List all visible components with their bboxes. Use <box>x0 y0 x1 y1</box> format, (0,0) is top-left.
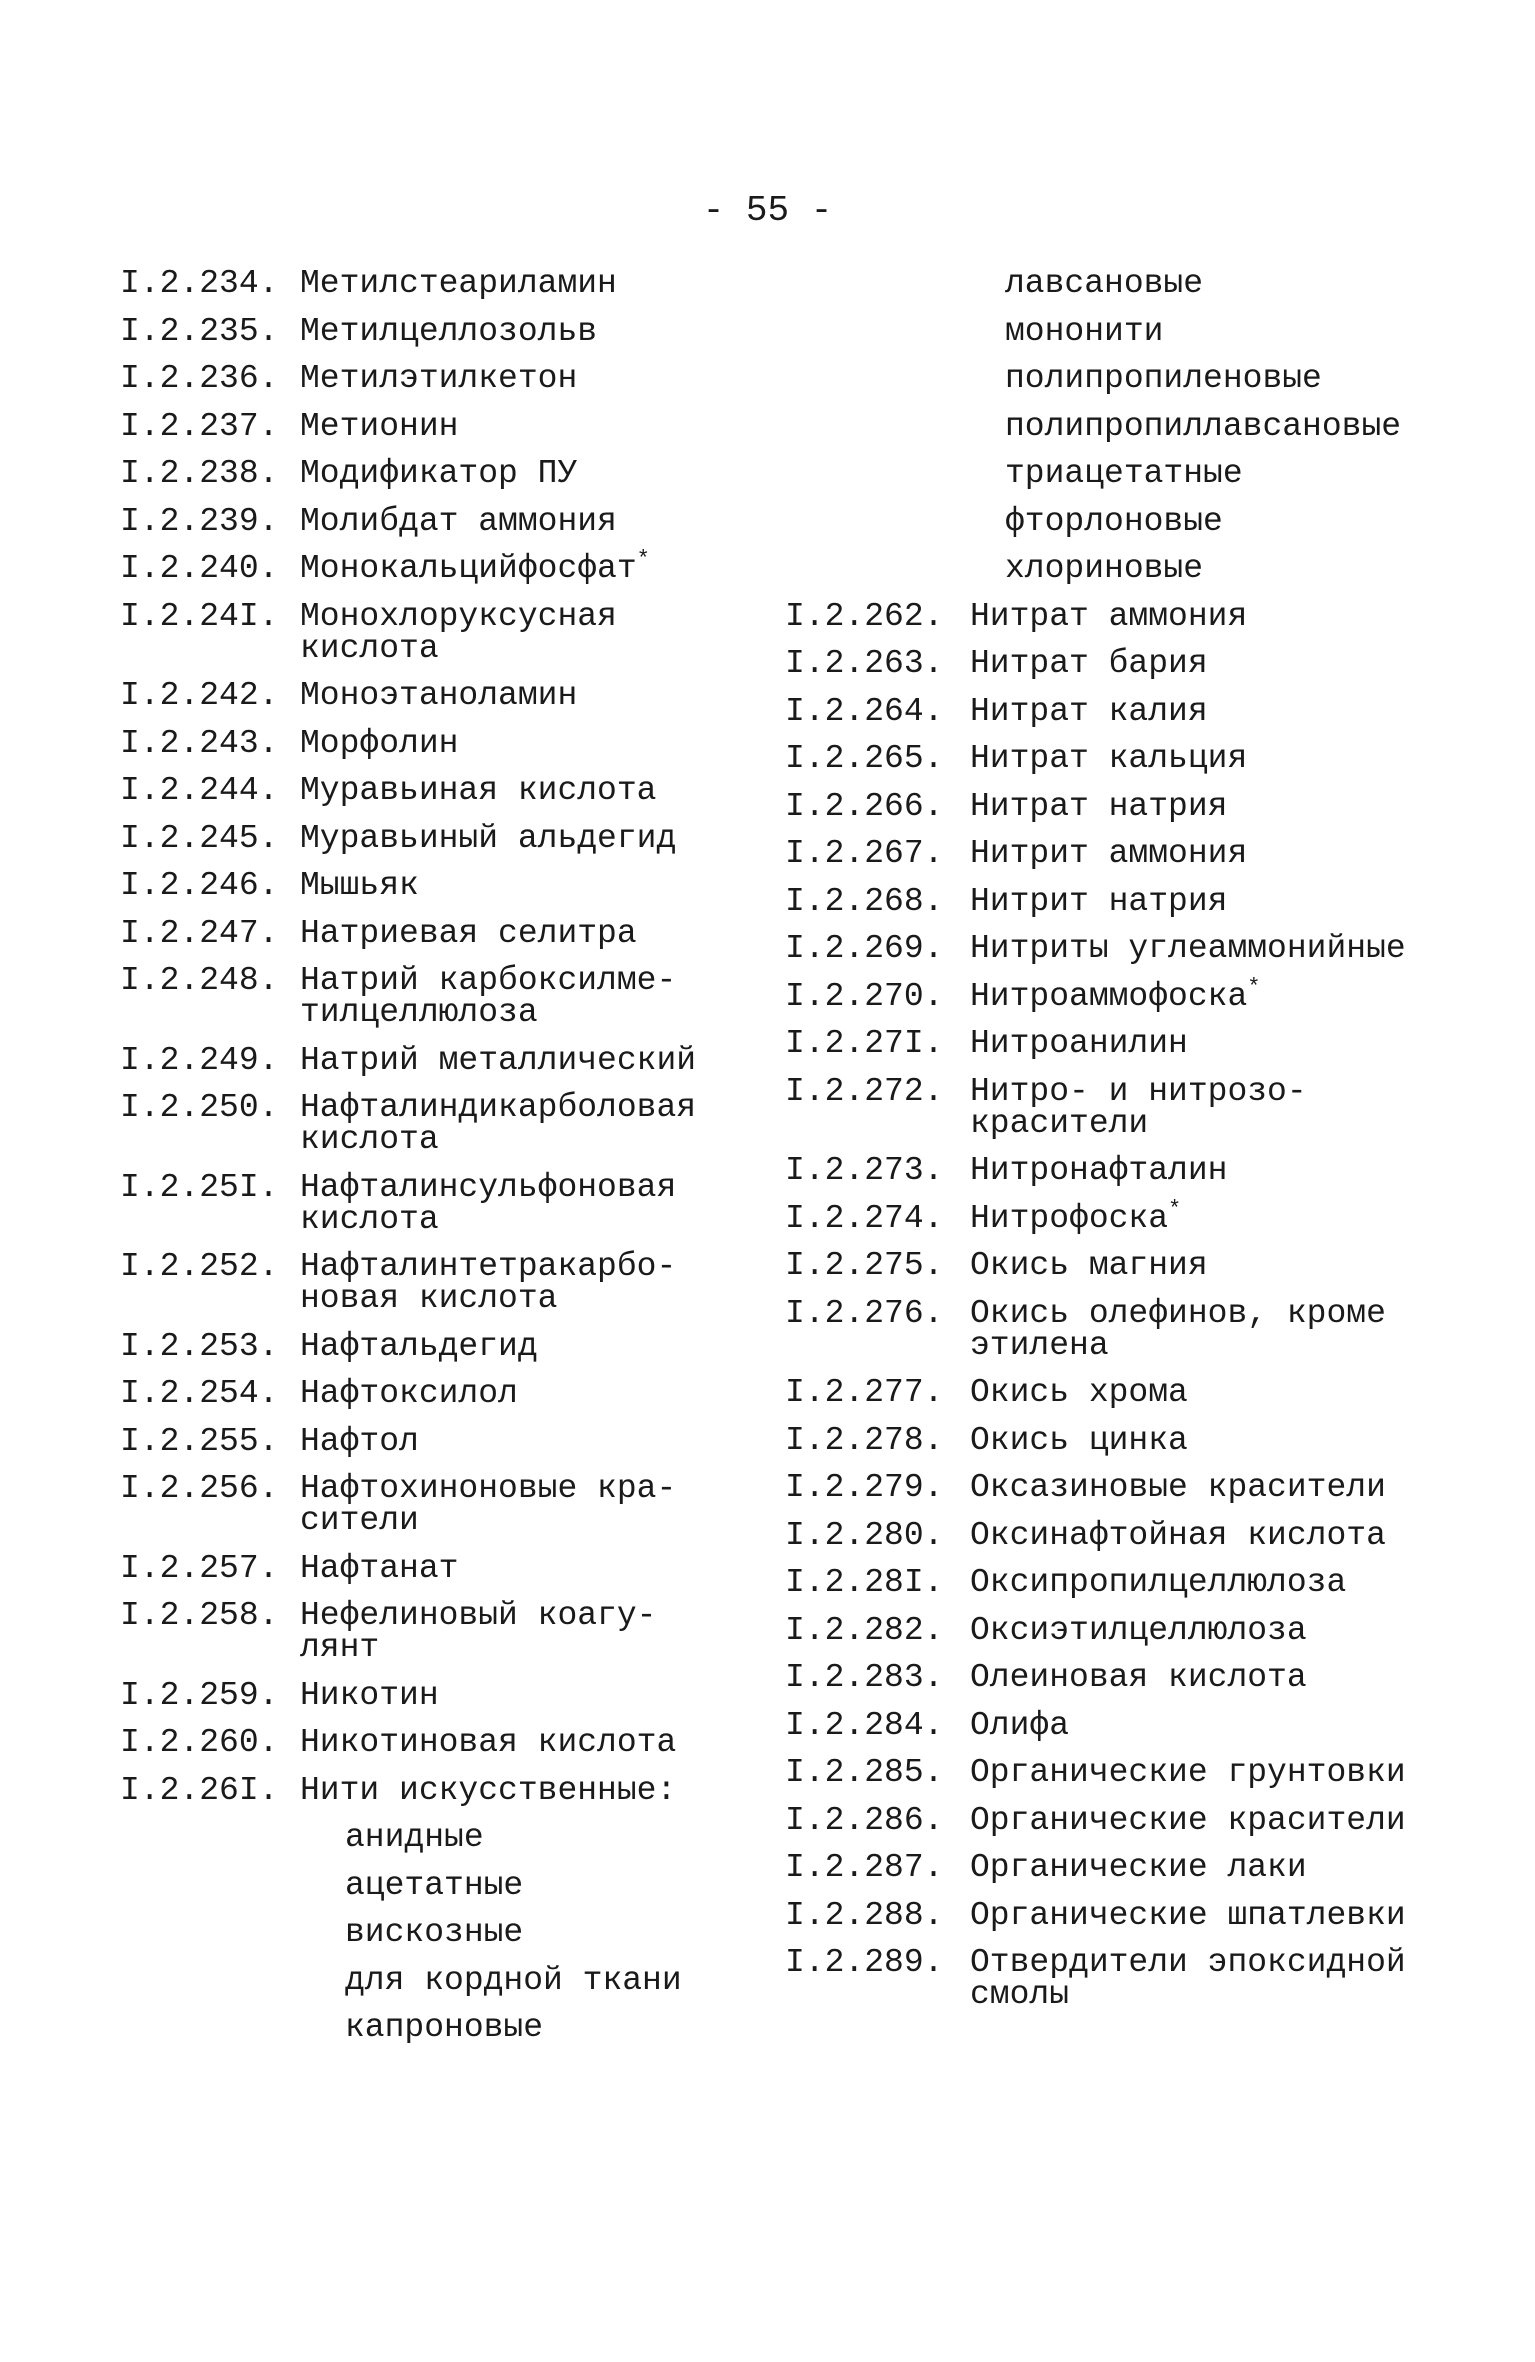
entry-code: I.2.25I. <box>120 1168 279 1206</box>
entry-name-text: Морфолин <box>300 724 459 762</box>
entry-name-text: Метилстеариламин <box>300 265 617 302</box>
entry-code: I.2.272. <box>785 1072 944 1110</box>
entry-name-text: Оксиэтилцеллюлоза <box>970 1611 1307 1649</box>
list-item <box>785 1469 1525 1506</box>
entry-name-text: Нитрат натрия <box>970 787 1228 825</box>
entry-code: I.2.27I. <box>785 1025 944 1062</box>
list-item <box>785 1294 1525 1364</box>
list-item <box>785 1944 1525 2013</box>
entry-name-text: Никотиновая кислота <box>300 1724 677 1761</box>
entry-code: I.2.245. <box>120 819 279 857</box>
entry-code: I.2.234. <box>120 265 279 302</box>
entry-code: I.2.288. <box>785 1896 944 1934</box>
entry-code: I.2.250. <box>120 1089 279 1126</box>
entry-name <box>300 312 598 350</box>
entry-name-text: Оксазиновые красители <box>970 1469 1386 1506</box>
sub-item: полипропиллавсановые <box>1005 407 1402 445</box>
entry-code: I.2.273. <box>785 1152 944 1189</box>
entry-name-text: Метилцеллозольв <box>300 312 598 350</box>
sub-item: для кордной ткани <box>345 1961 682 1999</box>
list-item <box>785 740 1525 777</box>
list-item <box>120 547 740 587</box>
entry-name <box>300 1422 419 1460</box>
entry-name <box>300 1375 518 1412</box>
entry-name-text: Олифа <box>970 1706 1070 1744</box>
entry-name-text: Окись магния <box>970 1247 1208 1284</box>
right-column <box>785 265 1525 2027</box>
entry-code: I.2.280. <box>785 1516 944 1554</box>
sub-item: триацетатные <box>1005 455 1243 492</box>
entry-code: I.2.269. <box>785 930 944 967</box>
entry-name <box>970 974 1261 1015</box>
entry-name <box>970 1196 1182 1237</box>
entry-name <box>300 265 617 302</box>
sub-item: хлориновые <box>1005 550 1204 587</box>
entry-code: I.2.237. <box>120 407 279 445</box>
list-item <box>785 692 1525 730</box>
entry-code: I.2.243. <box>120 724 279 762</box>
entry-name <box>300 1676 439 1714</box>
list-item <box>120 914 740 952</box>
entry-name <box>300 1168 677 1238</box>
entry-name <box>970 1072 1307 1142</box>
entry-code: I.2.238. <box>120 455 279 492</box>
entry-name-text: Нафталинсульфоновая кислота <box>300 1168 677 1238</box>
entry-name <box>300 772 657 809</box>
entry-name <box>970 1247 1208 1284</box>
entry-name <box>970 740 1248 777</box>
entry-code: I.2.266. <box>785 787 944 825</box>
entry-code: I.2.262. <box>785 597 944 635</box>
entry-name-text: Монокальцийфосфат <box>300 550 637 587</box>
entry-name <box>300 1549 459 1587</box>
list-item <box>785 882 1525 920</box>
list-item <box>785 1706 1525 1744</box>
sub-item: анидные <box>345 1819 484 1856</box>
list-item <box>785 1196 1525 1237</box>
entry-code: I.2.246. <box>120 867 279 904</box>
list-item <box>785 1849 1525 1886</box>
entry-code: I.2.277. <box>785 1374 944 1411</box>
entry-name-text: Окись олефинов, кроме этилена <box>970 1294 1386 1364</box>
list-item <box>120 1676 740 1714</box>
entry-code: I.2.265. <box>785 740 944 777</box>
list-item <box>785 1421 1525 1459</box>
entry-code: I.2.282. <box>785 1611 944 1649</box>
entry-name <box>300 407 459 445</box>
entry-code: I.2.26I. <box>120 1771 279 1809</box>
list-item <box>120 1771 740 1809</box>
entry-name <box>970 1421 1188 1459</box>
entry-name-text: Окись цинка <box>970 1421 1188 1459</box>
list-item <box>120 724 740 762</box>
entry-code: I.2.28I. <box>785 1564 944 1601</box>
entry-name <box>970 1294 1386 1364</box>
entry-name-text: Органические грунтовки <box>970 1754 1406 1791</box>
entry-code: I.2.268. <box>785 882 944 920</box>
entry-name <box>300 502 617 540</box>
entry-name-text: Нафталинтетракарбо- новая кислота <box>300 1248 677 1317</box>
list-item <box>120 312 740 350</box>
list-item <box>785 645 1525 682</box>
entry-name <box>300 1089 697 1158</box>
entry-name-text: Олеиновая кислота <box>970 1659 1307 1696</box>
list-item <box>785 1564 1525 1601</box>
list-item <box>785 1072 1525 1142</box>
list-item <box>120 819 740 857</box>
entry-name-text: Метионин <box>300 407 459 445</box>
left-column <box>120 265 740 2060</box>
entry-name <box>300 360 578 397</box>
list-item <box>785 1801 1525 1839</box>
list-item <box>120 1248 740 1317</box>
entry-name <box>970 1564 1347 1601</box>
entry-name-text: Нитронафталин <box>970 1152 1228 1189</box>
entry-name-text: Модификатор ПУ <box>300 455 578 492</box>
list-item <box>120 962 740 1031</box>
list-item <box>120 1724 740 1761</box>
list-item <box>785 1247 1525 1284</box>
entry-name-text: Нафтол <box>300 1422 419 1460</box>
entry-name-text: Нитрат аммония <box>970 597 1248 635</box>
list-item <box>120 1041 740 1079</box>
entry-code: I.2.289. <box>785 1944 944 1981</box>
entry-name <box>970 1944 1406 2013</box>
entry-name <box>300 1597 657 1666</box>
list-item <box>785 787 1525 825</box>
entry-name-text: Натрий карбоксилме- тилцеллюлоза <box>300 962 677 1031</box>
entry-name <box>300 677 578 714</box>
page-number: - 55 - <box>702 190 833 231</box>
list-item <box>785 1025 1525 1062</box>
entry-name-text: Органические красители <box>970 1801 1406 1839</box>
list-item <box>120 1375 740 1412</box>
entry-code: I.2.279. <box>785 1469 944 1506</box>
entry-code: I.2.254. <box>120 1375 279 1412</box>
entry-name-text: Нитрат бария <box>970 645 1208 682</box>
entry-name <box>300 455 578 492</box>
entry-name-text: Натрий металлический <box>300 1041 697 1079</box>
entry-code: I.2.236. <box>120 360 279 397</box>
entry-code: I.2.252. <box>120 1248 279 1285</box>
entry-code: I.2.259. <box>120 1676 279 1714</box>
entry-code: I.2.247. <box>120 914 279 952</box>
entry-name <box>970 1611 1307 1649</box>
list-item <box>120 455 740 492</box>
entry-name-text: Никотин <box>300 1676 439 1714</box>
entry-code: I.2.275. <box>785 1247 944 1284</box>
entry-name-text: Оксинафтойная кислота <box>970 1516 1386 1554</box>
entry-name <box>970 787 1228 825</box>
entry-name <box>300 819 677 857</box>
entry-code: I.2.263. <box>785 645 944 682</box>
entry-name-text: Нитрат кальция <box>970 740 1248 777</box>
entry-name-text: Оксипропилцеллюлоза <box>970 1564 1347 1601</box>
entry-name <box>300 962 677 1031</box>
list-item <box>120 1168 740 1238</box>
entry-name-text: Окись хрома <box>970 1374 1188 1411</box>
entry-code: I.2.260. <box>120 1724 279 1761</box>
list-item <box>785 974 1525 1015</box>
entry-name <box>300 1724 677 1761</box>
entry-name <box>970 1801 1406 1839</box>
entry-name <box>300 914 637 952</box>
list-item <box>785 930 1525 967</box>
entry-name <box>300 724 459 762</box>
entry-code: I.2.248. <box>120 962 279 999</box>
entry-name-text: Монохлоруксусная кислота <box>300 597 617 667</box>
list-item <box>120 1089 740 1158</box>
entry-name <box>970 1469 1386 1506</box>
list-item <box>120 360 740 397</box>
entry-name-text: Нафтохиноновые кра- сители <box>300 1470 677 1539</box>
entry-name-text: Натриевая селитра <box>300 914 637 952</box>
entry-name <box>970 930 1406 967</box>
list-item <box>785 1896 1525 1934</box>
entry-name <box>300 1041 697 1079</box>
list-item <box>785 1152 1525 1189</box>
list-item <box>120 597 740 667</box>
entry-code: I.2.278. <box>785 1421 944 1459</box>
entry-name <box>970 1754 1406 1791</box>
entry-name <box>970 1025 1188 1062</box>
entry-name <box>300 1470 677 1539</box>
entry-name <box>970 882 1228 920</box>
entry-name <box>970 1706 1070 1744</box>
sub-item: лавсановые <box>1005 265 1204 302</box>
entry-name-text: Нитриты углеаммонийные <box>970 930 1406 967</box>
entry-name <box>970 645 1208 682</box>
list-item <box>120 1470 740 1539</box>
entry-code: I.2.270. <box>785 977 944 1015</box>
entry-code: I.2.283. <box>785 1659 944 1696</box>
sub-item: капроновые <box>345 2009 544 2046</box>
entry-name-text: Муравьиная кислота <box>300 772 657 809</box>
entry-name <box>970 1374 1188 1411</box>
entry-name <box>300 547 650 587</box>
entry-code: I.2.242. <box>120 677 279 714</box>
entry-code: I.2.284. <box>785 1706 944 1744</box>
list-item <box>785 835 1525 872</box>
list-item <box>785 1516 1525 1554</box>
entry-name-text: Органические лаки <box>970 1849 1307 1886</box>
entry-name-text: Мышьяк <box>300 867 419 904</box>
entry-name-text: Нафтоксилол <box>300 1375 518 1412</box>
entry-name-text: Нитрит аммония <box>970 835 1248 872</box>
entry-name <box>300 867 419 904</box>
entry-name <box>300 1248 677 1317</box>
list-item <box>785 1659 1525 1696</box>
entry-name <box>970 1516 1386 1554</box>
footnote-mark: * <box>1168 1196 1182 1222</box>
entry-name-text: Нафтальдегид <box>300 1327 538 1365</box>
entry-code: I.2.257. <box>120 1549 279 1587</box>
entry-name-text: Нитрат калия <box>970 692 1208 730</box>
entry-code: I.2.253. <box>120 1327 279 1365</box>
entry-name <box>300 1771 677 1809</box>
entry-name-text: Метилэтилкетон <box>300 360 578 397</box>
entry-code: I.2.264. <box>785 692 944 730</box>
entry-name <box>970 1659 1307 1696</box>
entry-name-text: Молибдат аммония <box>300 502 617 540</box>
entry-name-text: Нитроаммофоска <box>970 977 1248 1015</box>
entry-name <box>970 597 1248 635</box>
list-item <box>785 597 1525 635</box>
entry-name-text: Нафталиндикарболовая кислота <box>300 1089 697 1158</box>
entry-code: I.2.274. <box>785 1199 944 1237</box>
entry-code: I.2.256. <box>120 1470 279 1507</box>
list-item <box>120 407 740 445</box>
entry-name-text: Моноэтаноламин <box>300 677 578 714</box>
entry-name <box>970 835 1248 872</box>
list-item <box>785 1754 1525 1791</box>
entry-code: I.2.239. <box>120 502 279 540</box>
list-item <box>785 1374 1525 1411</box>
sub-item: вискозные <box>345 1914 524 1951</box>
entry-code: I.2.244. <box>120 772 279 809</box>
entry-code: I.2.255. <box>120 1422 279 1460</box>
list-item <box>120 867 740 904</box>
list-item <box>120 677 740 714</box>
footnote-mark: * <box>1247 974 1261 1000</box>
list-item <box>120 1549 740 1587</box>
entry-code: I.2.267. <box>785 835 944 872</box>
list-item <box>120 1597 740 1666</box>
entry-name <box>970 1152 1228 1189</box>
entry-code: I.2.258. <box>120 1597 279 1634</box>
entry-code: I.2.287. <box>785 1849 944 1886</box>
sub-item: фторлоновые <box>1005 502 1223 540</box>
list-item <box>120 772 740 809</box>
entry-name-text: Нитроанилин <box>970 1025 1188 1062</box>
entry-name-text: Нитрофоска <box>970 1199 1169 1237</box>
entry-code: I.2.249. <box>120 1041 279 1079</box>
list-item <box>120 502 740 540</box>
sub-item: мононити <box>1005 312 1164 350</box>
entry-code: I.2.276. <box>785 1294 944 1332</box>
list-item <box>785 1611 1525 1649</box>
sub-item: ацетатные <box>345 1866 524 1904</box>
entry-code: I.2.286. <box>785 1801 944 1839</box>
entry-code: I.2.235. <box>120 312 279 350</box>
list-item <box>120 265 740 302</box>
sub-item: полипропиленовые <box>1005 360 1322 397</box>
entry-name-text: Органические шпатлевки <box>970 1896 1406 1934</box>
entry-code: I.2.240. <box>120 550 279 587</box>
entry-name-text: Нафтанат <box>300 1549 459 1587</box>
footnote-mark: * <box>636 547 650 572</box>
entry-name <box>970 1896 1406 1934</box>
entry-name-text: Муравьиный альдегид <box>300 819 677 857</box>
entry-name <box>300 597 617 667</box>
entry-name <box>300 1327 538 1365</box>
entry-code: I.2.285. <box>785 1754 944 1791</box>
entry-name-text: Отвердители эпоксидной смолы <box>970 1944 1406 2013</box>
entry-name-text: Нити искусственные: <box>300 1771 677 1809</box>
list-item <box>120 1422 740 1460</box>
entry-code: I.2.24I. <box>120 597 279 635</box>
entry-name-text: Нитро- и нитрозо- красители <box>970 1072 1307 1142</box>
entry-name <box>970 1849 1307 1886</box>
entry-name-text: Нефелиновый коагу- лянт <box>300 1597 657 1666</box>
list-item <box>120 1327 740 1365</box>
entry-name <box>970 692 1208 730</box>
entry-name-text: Нитрит натрия <box>970 882 1228 920</box>
